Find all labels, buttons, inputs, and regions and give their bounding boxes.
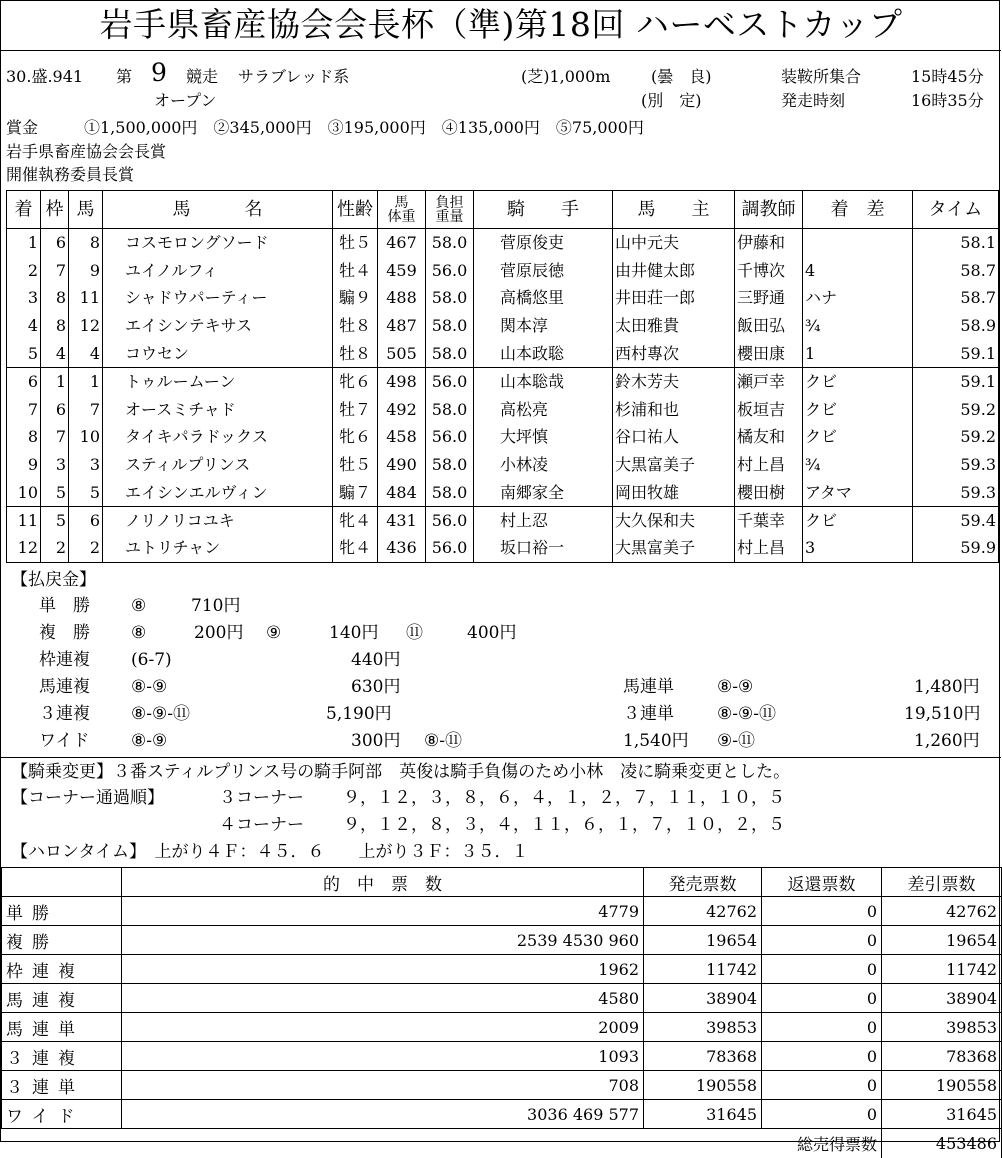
result-rank: 8 <box>7 423 41 451</box>
ticket-refund: 0 <box>762 955 882 984</box>
result-waku: 5 <box>41 506 69 534</box>
ticket-sold: 19654 <box>644 926 762 955</box>
result-margin: クビ <box>803 423 913 451</box>
fukusho-combo-3: ⑪ <box>406 623 423 643</box>
fukusho-combo-1: ⑧ <box>131 623 147 643</box>
result-waku: 7 <box>41 256 69 284</box>
result-name: ユイノルフィ <box>103 256 333 284</box>
result-sexage: 牝４ <box>333 534 378 562</box>
ticket-row <box>2 1013 1002 1042</box>
result-fw: 56.0 <box>426 367 474 395</box>
result-trainer: 瀬戸幸 <box>735 367 803 395</box>
wide-label: ワイド <box>39 731 90 751</box>
tansho-label: 単 勝 <box>39 596 90 616</box>
result-owner: 鈴木芳夫 <box>613 367 735 395</box>
result-rank: 6 <box>7 367 41 395</box>
ticket-net: 19654 <box>882 926 1002 955</box>
result-row <box>7 367 999 395</box>
race-dai: 第 <box>116 67 133 86</box>
result-fw: 58.0 <box>426 229 474 257</box>
wide-amount-2: 1,540円 <box>623 731 689 751</box>
result-uma: 5 <box>69 479 103 507</box>
tansho-amount: 710円 <box>191 596 241 616</box>
result-rank: 9 <box>7 451 41 479</box>
result-jockey: 村上忍 <box>474 506 613 534</box>
result-fw: 58.0 <box>426 395 474 423</box>
trio-amount: 5,190円 <box>326 704 392 724</box>
ticket-hits: 2009 <box>122 1013 644 1042</box>
result-uma: 2 <box>69 534 103 562</box>
result-trainer: 伊藤和 <box>735 229 803 257</box>
result-trainer: 板垣吉 <box>735 395 803 423</box>
col-trainer: 調教師 <box>735 191 803 229</box>
ticket-hits: 1962 <box>122 955 644 984</box>
ticket-sold: 38904 <box>644 984 762 1013</box>
ticket-refund: 0 <box>762 897 882 926</box>
col-sexage: 性齢 <box>333 191 378 229</box>
ticket-hits: 4779 <box>122 897 644 926</box>
ticket-row <box>2 955 1002 984</box>
ticket-refund: 0 <box>762 1100 882 1129</box>
result-margin: ハナ <box>803 284 913 312</box>
result-time: 59.3 <box>913 451 999 479</box>
result-rank: 4 <box>7 312 41 340</box>
umatan-amount: 1,480円 <box>914 677 980 697</box>
result-uma: 8 <box>69 229 103 257</box>
ticket-refund: 0 <box>762 1042 882 1071</box>
result-uma: 7 <box>69 395 103 423</box>
ticket-col-net: 差引票数 <box>882 868 1002 897</box>
ticket-refund: 0 <box>762 1013 882 1042</box>
ticket-kind: ３連単 <box>2 1071 122 1100</box>
umatan-combo: ⑧-⑨ <box>717 677 754 697</box>
ticket-hits: 1093 <box>122 1042 644 1071</box>
result-owner: 大久保和夫 <box>613 506 735 534</box>
fukusho-label: 複 勝 <box>39 623 90 643</box>
result-owner: 谷口祐人 <box>613 423 735 451</box>
result-sexage: 牡８ <box>333 312 378 340</box>
result-sexage: 騸７ <box>333 479 378 507</box>
ticket-net: 38904 <box>882 984 1002 1013</box>
result-name: エイシンエルヴィン <box>103 479 333 507</box>
corner3-label: ３コーナー <box>219 788 304 808</box>
result-trainer: 飯田弘 <box>735 312 803 340</box>
result-time: 58.9 <box>913 312 999 340</box>
trio-label: ３連複 <box>39 704 90 724</box>
tansho-combo: ⑧ <box>131 596 147 616</box>
race-breed: サラブレッド系 <box>238 67 350 86</box>
result-trainer: 村上昌 <box>735 451 803 479</box>
ticket-sold: 39853 <box>644 1013 762 1042</box>
result-row <box>7 451 999 479</box>
race-number: 9 <box>151 58 167 87</box>
corner-header: 【コーナー通過順】 <box>11 788 164 808</box>
saddling-time: 15時45分 <box>911 67 984 86</box>
result-margin <box>803 229 913 257</box>
result-owner: 井田荘一郎 <box>613 284 735 312</box>
result-rank: 11 <box>7 506 41 534</box>
results-table <box>6 190 999 563</box>
col-time: タイム <box>913 191 999 229</box>
ticket-col-refund: 返還票数 <box>762 868 882 897</box>
result-bw: 458 <box>378 423 426 451</box>
result-waku: 8 <box>41 284 69 312</box>
trifecta-combo: ⑧-⑨-⑪ <box>717 704 776 724</box>
result-sexage: 牝６ <box>333 423 378 451</box>
result-bw: 490 <box>378 451 426 479</box>
result-waku: 7 <box>41 423 69 451</box>
title-divider <box>1 50 1001 51</box>
ticket-count-table <box>1 867 1002 1158</box>
ticket-sold: 31645 <box>644 1100 762 1129</box>
furlong-times: 【ハロンタイム】 上がり４Ｆ：４５．６ 上がり３Ｆ：３５．１ <box>11 842 529 862</box>
result-time: 59.1 <box>913 340 999 368</box>
ticket-net: 31645 <box>882 1100 1002 1129</box>
result-rank: 12 <box>7 534 41 562</box>
result-time: 59.9 <box>913 534 999 562</box>
result-waku: 3 <box>41 451 69 479</box>
col-name: 馬 名 <box>103 191 333 229</box>
result-jockey: 小林凌 <box>474 451 613 479</box>
result-time: 59.2 <box>913 395 999 423</box>
result-row <box>7 284 999 312</box>
result-jockey: 山本聡哉 <box>474 367 613 395</box>
umaren-label: 馬連複 <box>39 677 90 697</box>
ticket-net: 42762 <box>882 897 1002 926</box>
award-line-1: 岩手県畜産協会会長賞 <box>6 142 167 161</box>
result-fw: 58.0 <box>426 340 474 368</box>
result-fw: 56.0 <box>426 506 474 534</box>
result-fw: 58.0 <box>426 284 474 312</box>
result-waku: 6 <box>41 395 69 423</box>
result-trainer: 櫻田樹 <box>735 479 803 507</box>
result-trainer: 千葉幸 <box>735 506 803 534</box>
total-sales-label: 総売得票数 <box>2 1129 882 1158</box>
payout-header: 【払戻金】 <box>11 570 96 590</box>
result-rank: 7 <box>7 395 41 423</box>
ticket-refund: 0 <box>762 984 882 1013</box>
ticket-col-hits: 的 中 票 数 <box>122 868 644 897</box>
col-jockey: 騎 手 <box>474 191 613 229</box>
result-time: 59.2 <box>913 423 999 451</box>
race-code: 30.盛.941 <box>6 67 84 86</box>
result-sexage: 牡８ <box>333 340 378 368</box>
result-row <box>7 423 999 451</box>
result-sexage: 牡５ <box>333 451 378 479</box>
result-sexage: 牡５ <box>333 229 378 257</box>
result-uma: 1 <box>69 367 103 395</box>
col-waku: 枠 <box>41 191 69 229</box>
result-uma: 12 <box>69 312 103 340</box>
result-margin: 3 <box>803 534 913 562</box>
result-fw: 58.0 <box>426 312 474 340</box>
trifecta-label: ３連単 <box>623 704 674 724</box>
result-name: コウセン <box>103 340 333 368</box>
ticket-kind: ワイド <box>2 1100 122 1129</box>
ticket-col-sold: 発売票数 <box>644 868 762 897</box>
result-margin: クビ <box>803 506 913 534</box>
result-waku: 4 <box>41 340 69 368</box>
ticket-net: 39853 <box>882 1013 1002 1042</box>
result-row <box>7 229 999 257</box>
prize-values: ①1,500,000円 ②345,000円 ③195,000円 ④135,000円 ⑤75,000円 <box>84 118 644 137</box>
result-rank: 5 <box>7 340 41 368</box>
result-jockey: 坂口裕一 <box>474 534 613 562</box>
ticket-row <box>2 1071 1002 1100</box>
wakuren-combo: (6-7) <box>131 650 172 670</box>
ticket-total-row <box>2 1129 1002 1158</box>
result-bw: 487 <box>378 312 426 340</box>
result-owner: 杉浦和也 <box>613 395 735 423</box>
result-row <box>7 395 999 423</box>
result-bw: 431 <box>378 506 426 534</box>
wide-amount-3: 1,260円 <box>914 731 980 751</box>
umatan-label: 馬連単 <box>623 677 674 697</box>
result-margin: クビ <box>803 367 913 395</box>
saddling-label: 装鞍所集合 <box>781 67 862 86</box>
trifecta-amount: 19,510円 <box>904 704 981 724</box>
race-course: (芝)1,000m <box>521 67 611 86</box>
wide-combo-2: ⑧-⑪ <box>424 731 462 751</box>
result-name: シャドウパーティー <box>103 284 333 312</box>
result-name: ノリノリコユキ <box>103 506 333 534</box>
result-waku: 1 <box>41 367 69 395</box>
result-time: 58.1 <box>913 229 999 257</box>
result-sexage: 牝４ <box>333 506 378 534</box>
result-bw: 467 <box>378 229 426 257</box>
result-rank: 3 <box>7 284 41 312</box>
ticket-row <box>2 1100 1002 1129</box>
race-weight-rule: (別 定) <box>641 91 702 110</box>
result-jockey: 高松亮 <box>474 395 613 423</box>
ticket-kind: ３連複 <box>2 1042 122 1071</box>
result-margin: クビ <box>803 395 913 423</box>
result-rank: 10 <box>7 479 41 507</box>
result-jockey: 菅原辰徳 <box>474 256 613 284</box>
corner4-label: ４コーナー <box>219 815 304 835</box>
race-title: 岩手県畜産協会会長杯（準)第18回 ハーベストカップ <box>99 5 903 44</box>
result-bw: 492 <box>378 395 426 423</box>
result-rank: 2 <box>7 256 41 284</box>
result-sexage: 牝６ <box>333 367 378 395</box>
col-carried-weight: 負担 重量 <box>426 191 474 229</box>
ticket-kind: 複勝 <box>2 926 122 955</box>
result-uma: 10 <box>69 423 103 451</box>
result-margin: アタマ <box>803 479 913 507</box>
result-name: ユトリチャン <box>103 534 333 562</box>
payout-divider <box>1 757 1001 758</box>
ticket-refund: 0 <box>762 926 882 955</box>
result-owner: 大黒富美子 <box>613 534 735 562</box>
ticket-header-row <box>2 868 1002 897</box>
corner3-order: ９，１２，３，８，６，４，１，２，７，１１，１０，５ <box>343 788 785 808</box>
result-waku: 6 <box>41 229 69 257</box>
ticket-net: 78368 <box>882 1042 1002 1071</box>
result-trainer: 櫻田康 <box>735 340 803 368</box>
result-bw: 459 <box>378 256 426 284</box>
result-row <box>7 312 999 340</box>
result-margin: 4 <box>803 256 913 284</box>
ticket-sold: 42762 <box>644 897 762 926</box>
result-jockey: 山本政聡 <box>474 340 613 368</box>
result-sexage: 牡４ <box>333 256 378 284</box>
results-header-row <box>7 191 999 229</box>
wide-combo-3: ⑨-⑪ <box>717 731 755 751</box>
col-uma: 馬 <box>69 191 103 229</box>
result-rank: 1 <box>7 229 41 257</box>
race-kyoso: 競走 <box>186 67 219 86</box>
result-owner: 太田雅貴 <box>613 312 735 340</box>
ticket-row <box>2 926 1002 955</box>
result-waku: 2 <box>41 534 69 562</box>
ticket-row <box>2 897 1002 926</box>
ticket-kind: 単勝 <box>2 897 122 926</box>
wide-amount-1: 300円 <box>351 731 401 751</box>
ticket-kind: 馬連複 <box>2 984 122 1013</box>
result-uma: 4 <box>69 340 103 368</box>
ticket-hits: 3036 469 577 <box>122 1100 644 1129</box>
result-trainer: 三野通 <box>735 284 803 312</box>
col-rank: 着 <box>7 191 41 229</box>
post-time-label: 発走時刻 <box>781 91 846 110</box>
ticket-row <box>2 984 1002 1013</box>
result-row <box>7 534 999 562</box>
result-uma: 9 <box>69 256 103 284</box>
result-bw: 436 <box>378 534 426 562</box>
result-trainer: 村上昌 <box>735 534 803 562</box>
result-margin: 1 <box>803 340 913 368</box>
col-owner: 馬 主 <box>613 191 735 229</box>
ticket-hits: 4580 <box>122 984 644 1013</box>
result-name: スティルプリンス <box>103 451 333 479</box>
prize-label: 賞金 <box>6 118 39 137</box>
wakuren-amount: 440円 <box>351 650 401 670</box>
result-waku: 5 <box>41 479 69 507</box>
fukusho-amount-1: 200円 <box>194 623 244 643</box>
result-jockey: 大坪慎 <box>474 423 613 451</box>
result-margin: ¾ <box>803 451 913 479</box>
ticket-col-kind <box>2 868 122 897</box>
result-row <box>7 479 999 507</box>
result-name: トゥルームーン <box>103 367 333 395</box>
result-name: エイシンテキサス <box>103 312 333 340</box>
result-jockey: 高橋悠里 <box>474 284 613 312</box>
result-sexage: 騸９ <box>333 284 378 312</box>
result-time: 59.1 <box>913 367 999 395</box>
result-fw: 58.0 <box>426 479 474 507</box>
result-bw: 498 <box>378 367 426 395</box>
result-name: オースミチャド <box>103 395 333 423</box>
rider-change-note: 【騎乗変更】３番スティルプリンス号の騎手阿部 英俊は騎手負傷のため小林 凌に騎乗変更とした。 <box>11 762 791 782</box>
result-time: 58.7 <box>913 284 999 312</box>
post-time: 16時35分 <box>911 91 984 110</box>
result-owner: 山中元夫 <box>613 229 735 257</box>
ticket-row <box>2 1042 1002 1071</box>
result-time: 59.4 <box>913 506 999 534</box>
ticket-sold: 11742 <box>644 955 762 984</box>
result-uma: 3 <box>69 451 103 479</box>
ticket-kind: 枠連複 <box>2 955 122 984</box>
race-class: オープン <box>154 91 217 110</box>
result-time: 58.7 <box>913 256 999 284</box>
ticket-net: 11742 <box>882 955 1002 984</box>
ticket-sold: 78368 <box>644 1042 762 1071</box>
ticket-kind: 馬連単 <box>2 1013 122 1042</box>
result-owner: 岡田牧雄 <box>613 479 735 507</box>
result-time: 59.3 <box>913 479 999 507</box>
result-fw: 56.0 <box>426 534 474 562</box>
result-bw: 484 <box>378 479 426 507</box>
result-bw: 488 <box>378 284 426 312</box>
result-row <box>7 256 999 284</box>
award-line-2: 開催執務委員長賞 <box>6 165 135 184</box>
umaren-combo: ⑧-⑨ <box>131 677 168 697</box>
result-row <box>7 506 999 534</box>
ticket-sold: 190558 <box>644 1071 762 1100</box>
result-margin: ¾ <box>803 312 913 340</box>
result-uma: 11 <box>69 284 103 312</box>
umaren-amount: 630円 <box>351 677 401 697</box>
result-jockey: 菅原俊吏 <box>474 229 613 257</box>
result-owner: 西村專次 <box>613 340 735 368</box>
ticket-refund: 0 <box>762 1071 882 1100</box>
ticket-hits: 2539 4530 960 <box>122 926 644 955</box>
result-name: タイキパラドックス <box>103 423 333 451</box>
result-jockey: 関本淳 <box>474 312 613 340</box>
result-uma: 6 <box>69 506 103 534</box>
result-row <box>7 340 999 368</box>
result-fw: 58.0 <box>426 451 474 479</box>
fukusho-amount-2: 140円 <box>329 623 379 643</box>
result-owner: 大黒富美子 <box>613 451 735 479</box>
result-fw: 56.0 <box>426 423 474 451</box>
result-trainer: 千博次 <box>735 256 803 284</box>
result-waku: 8 <box>41 312 69 340</box>
result-jockey: 南郷家全 <box>474 479 613 507</box>
ticket-net: 190558 <box>882 1071 1002 1100</box>
corner4-order: ９，１２，８，３，４，１１，６，１，７，１０，２，５ <box>343 815 785 835</box>
result-trainer: 橘友和 <box>735 423 803 451</box>
trio-combo: ⑧-⑨-⑪ <box>131 704 190 724</box>
result-name: コスモロングソード <box>103 229 333 257</box>
result-bw: 505 <box>378 340 426 368</box>
total-sales-value: 453486 <box>882 1129 1002 1158</box>
col-body-weight: 馬 体重 <box>378 191 426 229</box>
race-weather: (曇 良) <box>651 67 712 86</box>
result-fw: 56.0 <box>426 256 474 284</box>
wide-combo-1: ⑧-⑨ <box>131 731 168 751</box>
fukusho-combo-2: ⑨ <box>266 623 282 643</box>
col-margin: 着 差 <box>803 191 913 229</box>
result-owner: 由井健太郎 <box>613 256 735 284</box>
result-sexage: 牡７ <box>333 395 378 423</box>
wakuren-label: 枠連複 <box>39 650 90 670</box>
fukusho-amount-3: 400円 <box>467 623 517 643</box>
ticket-hits: 708 <box>122 1071 644 1100</box>
